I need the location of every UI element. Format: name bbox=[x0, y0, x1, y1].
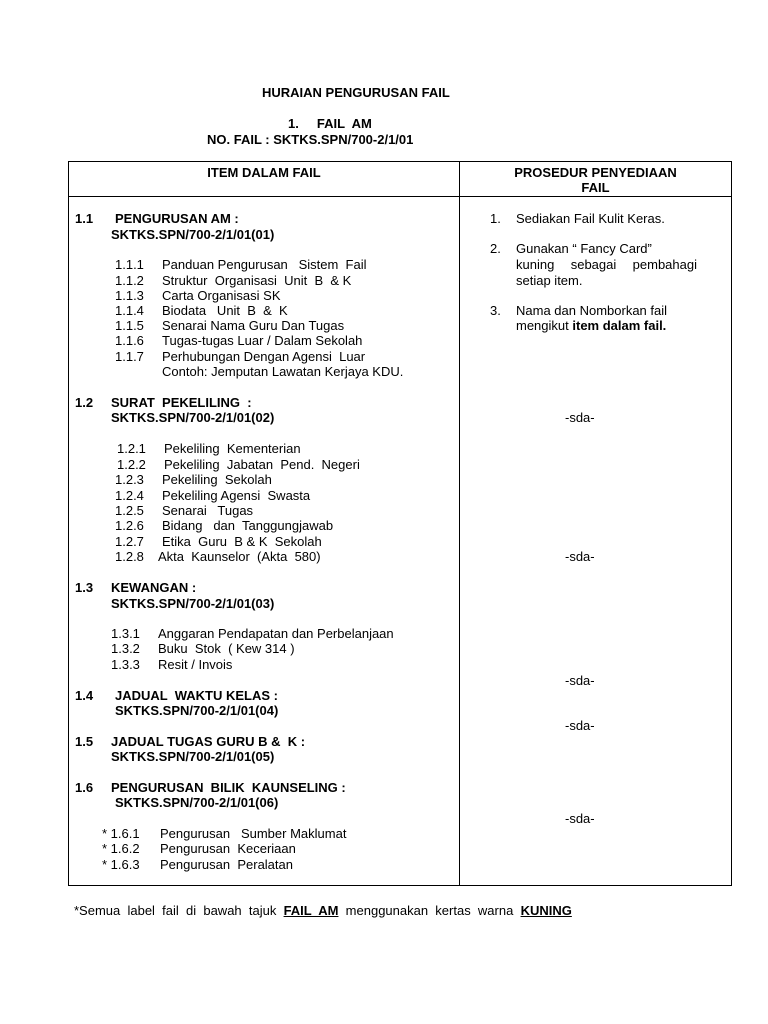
item-text: Pengurusan Keceriaan bbox=[160, 841, 296, 856]
item-text: Contoh: Jemputan Lawatan Kerjaya KDU. bbox=[162, 364, 404, 379]
item-text: Senarai Tugas bbox=[162, 503, 254, 518]
item-number: 1.2.6 bbox=[115, 518, 144, 533]
item-text: Etika Guru B & K Sekolah bbox=[162, 534, 322, 549]
item-number: * 1.6.1 bbox=[102, 826, 140, 841]
file-number: NO. FAIL : SKTKS.SPN/700-2/1/01 bbox=[207, 132, 414, 147]
item-number: * 1.6.3 bbox=[102, 857, 140, 872]
procedure-number: 1. bbox=[490, 211, 501, 226]
item-number: 1.2.5 bbox=[115, 503, 144, 518]
item-number: 1.3.2 bbox=[111, 641, 140, 656]
procedure-text: kuning sebagai pembahagi bbox=[516, 257, 697, 272]
section-code: SKTKS.SPN/700-2/1/01(01) bbox=[111, 227, 275, 242]
item-text: Bidang dan Tanggungjawab bbox=[162, 518, 334, 533]
procedure-text-plain: mengikut bbox=[516, 318, 573, 333]
section-number: 1.6 bbox=[75, 780, 94, 795]
file-table bbox=[68, 161, 732, 886]
item-text: Panduan Pengurusan Sistem Fail bbox=[162, 257, 367, 272]
item-number: * 1.6.2 bbox=[102, 841, 140, 856]
section-code: SKTKS.SPN/700-2/1/01(05) bbox=[111, 749, 275, 764]
document-title: HURAIAN PENGURUSAN FAIL bbox=[262, 85, 450, 100]
procedure-text-bold: item dalam fail. bbox=[572, 318, 667, 333]
item-text: Senarai Nama Guru Dan Tugas bbox=[162, 318, 345, 333]
section-heading: 1. FAIL AM bbox=[288, 116, 372, 131]
item-text: Pengurusan Sumber Maklumat bbox=[160, 826, 347, 841]
section-code: SKTKS.SPN/700-2/1/01(02) bbox=[111, 410, 275, 425]
item-text: Struktur Organisasi Unit B & K bbox=[162, 273, 352, 288]
footnote-text: *Semua label fail di bawah tajuk bbox=[74, 903, 284, 918]
item-number: 1.2.3 bbox=[115, 472, 144, 487]
item-number: 1.1.4 bbox=[115, 303, 144, 318]
procedure-text: Sediakan Fail Kulit Keras. bbox=[516, 211, 665, 226]
col-header-procedure-line1: PROSEDUR PENYEDIAAN bbox=[514, 165, 677, 180]
procedure-text: setiap item. bbox=[516, 273, 583, 288]
procedure-text: Nama dan Nomborkan fail bbox=[516, 303, 668, 318]
section-title: KEWANGAN : bbox=[111, 580, 197, 595]
item-text: Anggaran Pendapatan dan Perbelanjaan bbox=[158, 626, 394, 641]
footnote-fail-am: FAIL AM bbox=[283, 903, 339, 918]
section-title: JADUAL WAKTU KELAS : bbox=[115, 688, 278, 703]
item-text: Akta Kaunselor (Akta 580) bbox=[158, 549, 321, 564]
item-number: 1.1.5 bbox=[115, 318, 144, 333]
item-number: 1.3.1 bbox=[111, 626, 140, 641]
item-text: Tugas-tugas Luar / Dalam Sekolah bbox=[162, 333, 363, 348]
section-number: 1.1 bbox=[75, 211, 94, 226]
procedure-number: 3. bbox=[490, 303, 501, 318]
item-text: Resit / Invois bbox=[158, 657, 233, 672]
sda-label: -sda- bbox=[565, 410, 595, 425]
item-text: Pekeliling Agensi Swasta bbox=[162, 488, 311, 503]
section-title: SURAT PEKELILING : bbox=[111, 395, 252, 410]
item-number: 1.2.4 bbox=[115, 488, 144, 503]
section-title: PENGURUSAN AM : bbox=[115, 211, 239, 226]
procedure-text: Gunakan “ Fancy Card” bbox=[516, 241, 652, 256]
sda-label: -sda- bbox=[565, 718, 595, 733]
section-title: PENGURUSAN BILIK KAUNSELING : bbox=[111, 780, 346, 795]
item-number: 1.1.2 bbox=[115, 273, 144, 288]
procedure-text bbox=[516, 318, 666, 333]
footnote-text: menggunakan kertas warna bbox=[338, 903, 521, 918]
item-number: 1.2.8 bbox=[115, 549, 144, 564]
column-divider bbox=[459, 162, 460, 885]
footnote bbox=[74, 903, 572, 918]
item-text: Pekeliling Sekolah bbox=[162, 472, 272, 487]
item-text: Pengurusan Peralatan bbox=[160, 857, 293, 872]
section-code: SKTKS.SPN/700-2/1/01(03) bbox=[111, 596, 275, 611]
item-text: Perhubungan Dengan Agensi Luar bbox=[162, 349, 366, 364]
item-text: Pekeliling Jabatan Pend. Negeri bbox=[164, 457, 360, 472]
procedure-number: 2. bbox=[490, 241, 501, 256]
item-number: 1.1.6 bbox=[115, 333, 144, 348]
col-header-procedure bbox=[460, 165, 731, 195]
section-number: 1.3 bbox=[75, 580, 94, 595]
item-number: 1.1.3 bbox=[115, 288, 144, 303]
item-number: 1.1.7 bbox=[115, 349, 144, 364]
item-number: 1.1.1 bbox=[115, 257, 144, 272]
item-number: 1.2.7 bbox=[115, 534, 144, 549]
item-number: 1.2.1 bbox=[117, 441, 146, 456]
item-number: 1.3.3 bbox=[111, 657, 140, 672]
sda-label: -sda- bbox=[565, 811, 595, 826]
section-title: JADUAL TUGAS GURU B & K : bbox=[111, 734, 306, 749]
item-text: Pekeliling Kementerian bbox=[164, 441, 301, 456]
item-text: Biodata Unit B & K bbox=[162, 303, 288, 318]
col-header-items: ITEM DALAM FAIL bbox=[207, 165, 321, 180]
item-text: Buku Stok ( Kew 314 ) bbox=[158, 641, 295, 656]
header-divider bbox=[69, 196, 731, 197]
section-code: SKTKS.SPN/700-2/1/01(04) bbox=[115, 703, 279, 718]
section-number: 1.5 bbox=[75, 734, 94, 749]
item-text: Carta Organisasi SK bbox=[162, 288, 281, 303]
section-number: 1.2 bbox=[75, 395, 94, 410]
item-number: 1.2.2 bbox=[117, 457, 146, 472]
sda-label: -sda- bbox=[565, 673, 595, 688]
col-header-procedure-line2: FAIL bbox=[581, 180, 610, 195]
section-number: 1.4 bbox=[75, 688, 94, 703]
section-code: SKTKS.SPN/700-2/1/01(06) bbox=[115, 795, 279, 810]
sda-label: -sda- bbox=[565, 549, 595, 564]
footnote-kuning: KUNING bbox=[520, 903, 572, 918]
